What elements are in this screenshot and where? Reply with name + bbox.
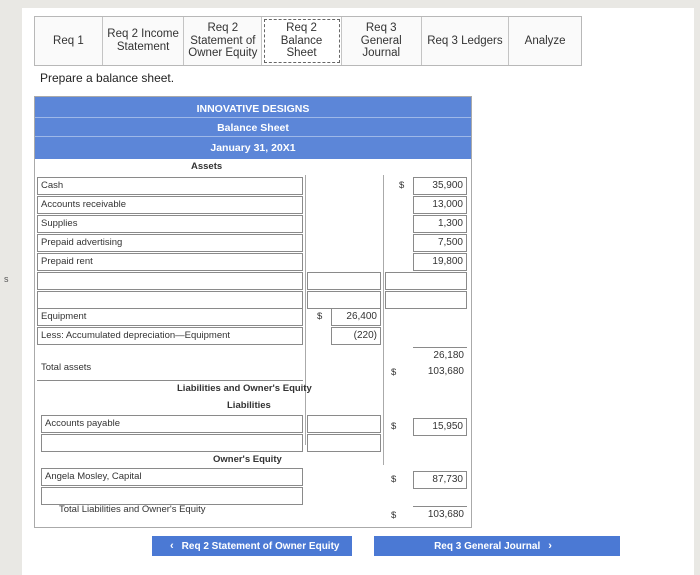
asset-amount-cash[interactable]: 35,900 [413, 177, 467, 195]
empty-amount-cell[interactable] [385, 272, 467, 290]
equipment-net-amount[interactable]: 26,180 [413, 348, 467, 366]
tab-req2-balance-sheet[interactable]: Req 2 Balance Sheet [262, 17, 342, 65]
empty-label-cell[interactable] [41, 434, 303, 452]
statement-date: January 31, 20X1 [210, 142, 296, 154]
equipment-label[interactable]: Equipment [37, 308, 303, 326]
empty-label-cell[interactable] [37, 291, 303, 309]
accumulated-depreciation-label[interactable]: Less: Accumulated depreciation—Equipment [37, 327, 303, 345]
requirement-tabs [34, 16, 582, 66]
equipment-amount[interactable]: 26,400 [331, 308, 381, 326]
capital-label[interactable]: Angela Mosley, Capital [41, 468, 303, 486]
empty-label-cell[interactable] [41, 487, 303, 505]
accumulated-depreciation-amount[interactable]: (220) [331, 327, 381, 345]
tab-req3-ledgers[interactable]: Req 3 Ledgers [422, 17, 510, 65]
asset-label-supplies[interactable]: Supplies [37, 215, 303, 233]
empty-amount-cell[interactable] [307, 272, 381, 290]
dollar-sign: $ [391, 474, 397, 485]
statement-title: Balance Sheet [217, 122, 289, 134]
previous-button-label: Req 2 Statement of Owner Equity [181, 540, 340, 552]
capital-amount[interactable]: 87,730 [413, 471, 467, 489]
total-assets-label: Total assets [41, 362, 92, 373]
balance-sheet-table [34, 96, 472, 528]
dollar-sign: $ [391, 510, 397, 521]
chevron-left-icon: ‹ [170, 540, 174, 552]
dollar-sign: $ [391, 367, 397, 378]
asset-amount-prepaid-advertising[interactable]: 7,500 [413, 234, 467, 252]
empty-amount-cell[interactable] [307, 291, 381, 309]
empty-amount-cell[interactable] [307, 415, 381, 433]
next-button-label: Req 3 General Journal [434, 540, 541, 552]
asset-amount-prepaid-rent[interactable]: 19,800 [413, 253, 467, 271]
accounts-payable-label[interactable]: Accounts payable [41, 415, 303, 433]
owners-equity-heading: Owner's Equity [213, 454, 282, 465]
instruction-text: Prepare a balance sheet. [40, 71, 175, 85]
empty-amount-cell[interactable] [307, 434, 381, 452]
dollar-sign: $ [317, 311, 323, 322]
assets-heading: Assets [191, 161, 223, 172]
total-assets-amount[interactable]: 103,680 [413, 364, 467, 382]
company-name: INNOVATIVE DESIGNS [196, 103, 310, 115]
accounts-payable-amount[interactable]: 15,950 [413, 418, 467, 436]
dollar-sign: $ [391, 421, 397, 432]
liabilities-heading: Liabilities [227, 400, 271, 411]
tab-req2-income-statement[interactable]: Req 2 Income Statement [103, 17, 185, 65]
asset-amount-supplies[interactable]: 1,300 [413, 215, 467, 233]
tab-req3-general-journal[interactable]: Req 3 General Journal [342, 17, 422, 65]
tab-req1[interactable]: Req 1 [35, 17, 103, 65]
previous-button[interactable] [152, 536, 352, 556]
asset-amount-accounts-receivable[interactable]: 13,000 [413, 196, 467, 214]
asset-label-prepaid-advertising[interactable]: Prepaid advertising [37, 234, 303, 252]
total-liabilities-equity-label: Total Liabilities and Owner's Equity [59, 504, 206, 515]
statement-header [35, 97, 471, 159]
asset-label-prepaid-rent[interactable]: Prepaid rent [37, 253, 303, 271]
liabilities-owners-equity-heading: Liabilities and Owner's Equity [177, 383, 312, 394]
empty-label-cell[interactable] [37, 272, 303, 290]
next-button[interactable] [374, 536, 620, 556]
margin-mark: s [4, 274, 9, 284]
tab-analyze[interactable]: Analyze [524, 34, 566, 47]
dollar-sign: $ [399, 180, 405, 191]
asset-label-accounts-receivable[interactable]: Accounts receivable [37, 196, 303, 214]
total-liabilities-equity-amount[interactable]: 103,680 [413, 507, 467, 525]
empty-amount-cell[interactable] [385, 291, 467, 309]
asset-label-cash[interactable]: Cash [37, 177, 303, 195]
chevron-right-icon: › [548, 540, 552, 552]
tab-req2-owner-equity[interactable]: Req 2 Statement of Owner Equity [184, 17, 262, 65]
